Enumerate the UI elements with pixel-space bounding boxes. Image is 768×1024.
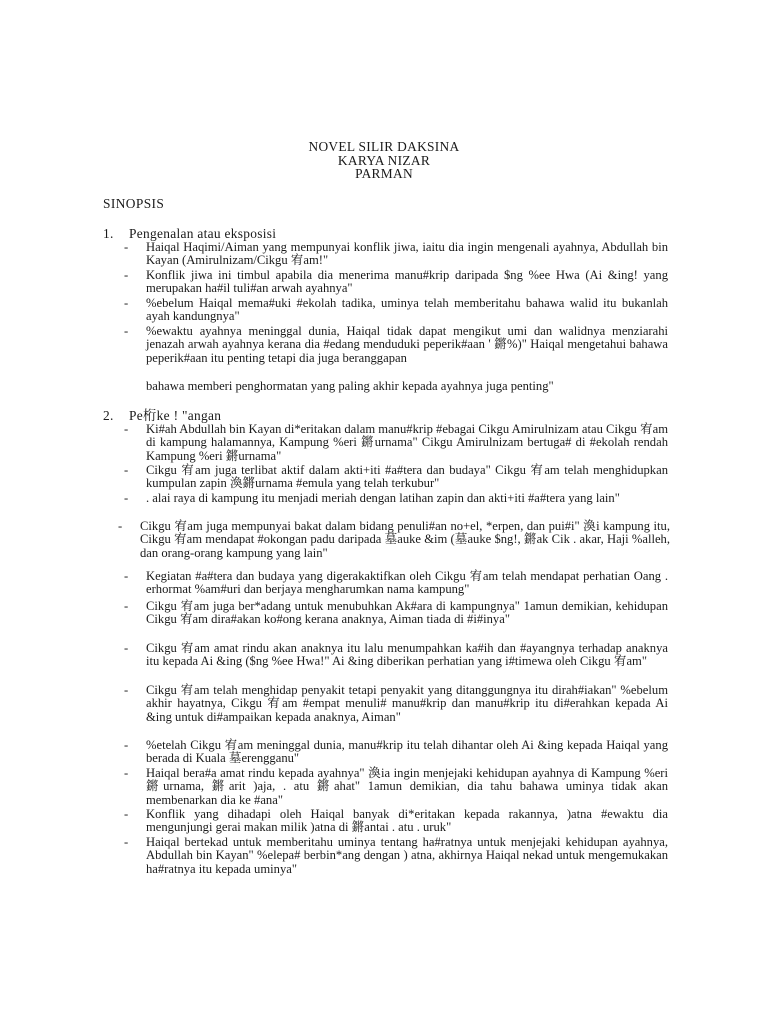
list-item bbox=[124, 325, 668, 365]
document-title bbox=[0, 140, 768, 181]
list-item bbox=[124, 739, 668, 766]
bullet-dash: - bbox=[124, 463, 129, 477]
section-heading-2 bbox=[103, 409, 221, 422]
bullet-dash: - bbox=[124, 569, 129, 583]
list-item-text: Cikgu 宥am amat rindu akan anaknya itu lalu menumpahkan ka#ih dan #ayangnya terhadap anaknya itu kepada Ai &ing ($ng %ee Hwa!" Ai &ing diberikan perhatian yang i#timewa oleh Cikgu 宥am" bbox=[146, 641, 668, 669]
list-item bbox=[124, 423, 668, 463]
list-item bbox=[124, 570, 668, 597]
list-item-text: %etelah Cikgu 宥am meninggal dunia, manu#krip itu telah dihantar oleh Ai &ing kepada Haiqal yang berada di Kuala 墓erengganu" bbox=[146, 738, 668, 766]
list-item-text: Cikgu 宥am juga mempunyai bakat dalam bidang penuli#an no+el, *erpen, dan pui#i" 渙i kampung itu, Cikgu 宥am mendapat #okongan padu daripada 墓auke &im (墓auke $ng!, 鏘ak Cik . akar, Haji %alleh, dan orang-orang kampung yang lain" bbox=[140, 519, 670, 560]
list-item bbox=[118, 520, 670, 560]
list-item-text: Cikgu 宥am juga ber*adang untuk menubuhkan Ak#ara di kampungnya" 1amun demikian, kehidupan Cikgu 宥am dira#akan ko#ong kerana anaknya, Aiman tiada di #i#inya" bbox=[146, 599, 668, 627]
bullet-dash: - bbox=[124, 491, 129, 505]
bullet-dash: - bbox=[124, 683, 129, 697]
list-item bbox=[124, 808, 668, 835]
list-item-text: Haiqal bertekad untuk memberitahu uminya tentang ha#ratnya untuk menjejaki kehidupan ayahnya, Abdullah bin Kayan" %elepa# berbin*ang dengan ) atna, akhirnya Haiqal nekad untuk mengemukakan ha#ratnya itu kepada uminya" bbox=[146, 835, 668, 876]
bullet-dash: - bbox=[124, 738, 129, 752]
section-title: Pe桁ke ! "angan bbox=[129, 408, 222, 423]
bullet-dash: - bbox=[124, 807, 129, 821]
list-item-text: Haiqal bera#a amat rindu kepada ayahnya" 渙ia ingin menjejaki kehidupan ayahnya di Kampung %eri 鏘urnama, 鏘arit )aja, . atu 鏘ahat" 1amun demikian, dia tahu bahawa uminya tidak akan membenarkan dia ke #ana" bbox=[146, 766, 668, 807]
list-item bbox=[124, 269, 668, 296]
list-item bbox=[124, 684, 668, 724]
bullet-dash: - bbox=[124, 599, 129, 613]
bullet-dash: - bbox=[118, 519, 123, 533]
synopsis-heading: SINOPSIS bbox=[103, 196, 165, 211]
list-item-text: Haiqal Haqimi/Aiman yang mempunyai konflik jiwa, iaitu dia ingin mengenali ayahnya, Abdullah bin Kayan (Amirulnizam/Cikgu 宥am!" bbox=[146, 240, 668, 268]
list-item-text: Konflik jiwa ini timbul apabila dia menerima manu#krip daripada $ng %ee Hwa (Ai &ing! yang merupakan ha#il tuli#an arwah ayahnya" bbox=[146, 268, 668, 296]
section-number: 1. bbox=[103, 226, 114, 241]
section-title: Pengenalan atau eksposisi bbox=[129, 226, 277, 241]
section-heading-1 bbox=[103, 227, 276, 240]
list-item-text: Kegiatan #a#tera dan budaya yang digerakaktifkan oleh Cikgu 宥am telah mendapat perhatian Oang . erhormat %am#uri dan berjaya mengharumkan nama kampung" bbox=[146, 569, 668, 597]
list-item-text: . alai raya di kampung itu menjadi meriah dengan latihan zapin dan akti+iti #a#tera yang lain" bbox=[146, 491, 620, 505]
bullet-dash: - bbox=[124, 240, 129, 254]
bullet-dash: - bbox=[124, 324, 129, 338]
list-item bbox=[124, 241, 668, 268]
list-item bbox=[124, 642, 668, 669]
bullet-dash: - bbox=[124, 641, 129, 655]
list-item bbox=[124, 297, 668, 324]
section-number: 2. bbox=[103, 408, 114, 423]
title-line-2: KARYA NIZAR bbox=[337, 152, 431, 168]
list-item-text: %ewaktu ayahnya meninggal dunia, Haiqal tidak dapat mengikut umi dan walidnya menziarahi jenazah arwah ayahnya kerana dia #edang menduduki peperik#aan ' 鏘%)" Haiqal mengetahui bahawa peperik#aan itu penting tetapi dia juga beranggapan bbox=[146, 324, 668, 365]
list-item-text: Ki#ah Abdullah bin Kayan di*eritakan dalam manu#krip #ebagai Cikgu Amirulnizam atau Cikgu 宥am di kampung halamannya, Kampung %eri 鏘urnama" Cikgu Amirulnizam bertuga# di #ekolah rendah Kampung %eri 鏘urnama" bbox=[146, 422, 668, 463]
list-item-text: %ebelum Haiqal mema#uki #ekolah tadika, uminya telah memberitahu bahawa walid itu bukanlah ayah kandungnya" bbox=[146, 296, 668, 324]
list-item bbox=[124, 464, 668, 491]
list-item-text: Cikgu 宥am telah menghidap penyakit tetapi penyakit yang ditanggungnya itu dirah#iakan" %ebelum akhir hayatnya, Cikgu 宥am #empat menuli# manu#krip dan manu#krip itu di#erahkan kepada Ai &ing untuk di#ampaikan kepada anaknya, Aiman" bbox=[146, 683, 668, 724]
list-item-text: Konflik yang dihadapi oleh Haiqal banyak di*eritakan kepada rakannya, )atna #ewaktu dia mengunjungi gerai makan milik )atna di 鏘antai . atu . uruk" bbox=[146, 807, 668, 835]
bullet-dash: - bbox=[124, 835, 129, 849]
bullet-dash: - bbox=[124, 268, 129, 282]
bullet-dash: - bbox=[124, 766, 129, 780]
title-line-3: PARMAN bbox=[355, 166, 413, 182]
list-item-text: Cikgu 宥am juga terlibat aktif dalam akti+iti #a#tera dan budaya" Cikgu 宥am telah menghidupkan kumpulan zapin 渙鏘urnama #emula yang telah terkubur" bbox=[146, 463, 668, 491]
list-item bbox=[124, 492, 668, 505]
list-item bbox=[124, 600, 668, 627]
bullet-dash: - bbox=[124, 422, 129, 436]
list-item bbox=[124, 836, 668, 876]
continuation-text: bahawa memberi penghormatan yang paling akhir kepada ayahnya juga penting" bbox=[146, 379, 554, 393]
list-item bbox=[124, 767, 668, 807]
title-line-1: NOVEL SILIR DAKSINA bbox=[308, 139, 460, 154]
bullet-dash: - bbox=[124, 296, 129, 310]
